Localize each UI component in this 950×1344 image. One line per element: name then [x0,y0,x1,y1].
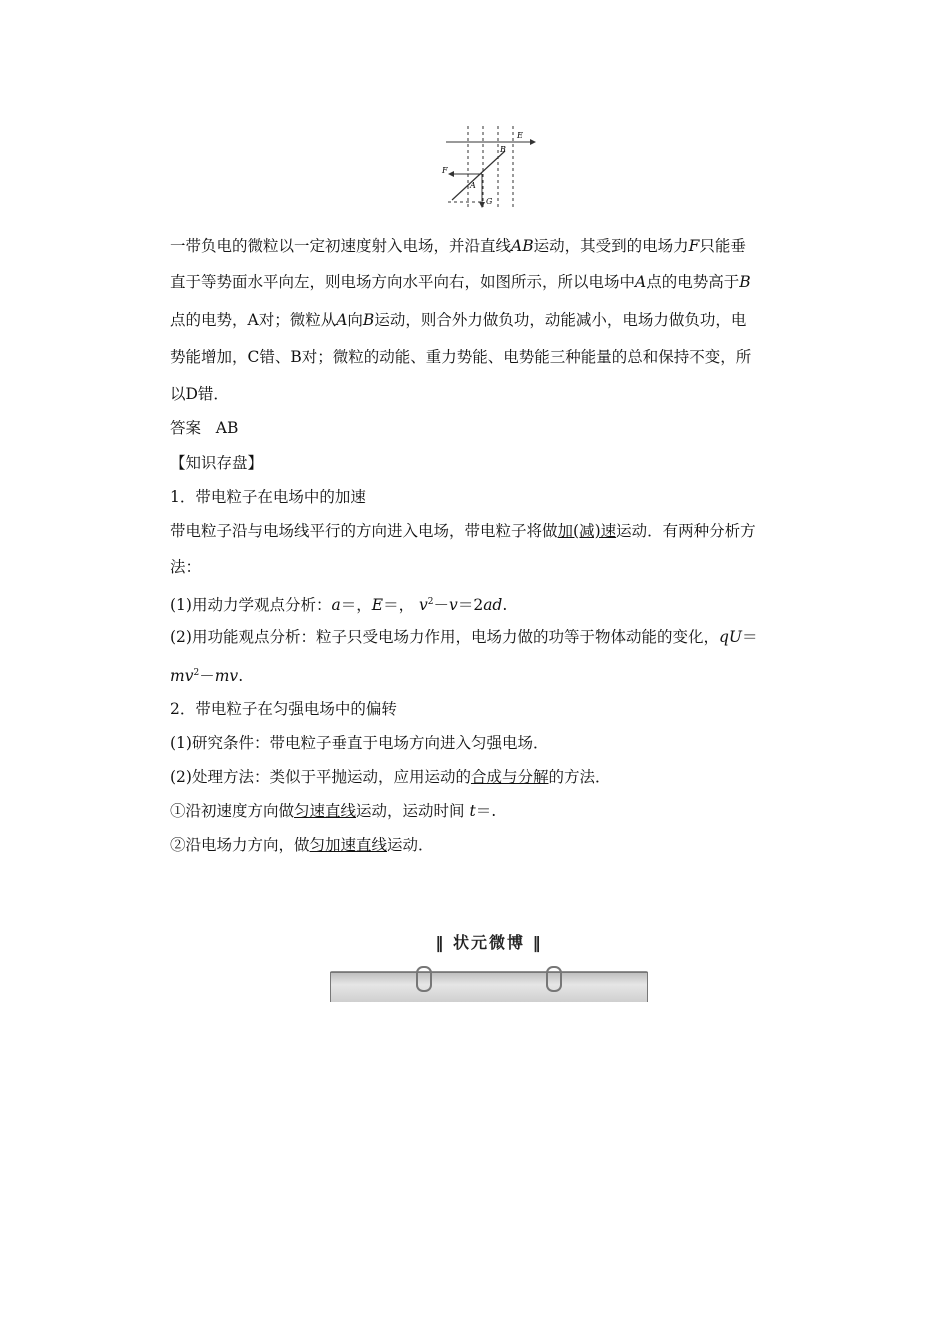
text: a [331,596,341,615]
underlined-answer: 匀加速直线 [309,836,388,854]
answer-line [170,418,820,438]
text: ＝， [383,596,415,615]
text: v [449,596,458,615]
section-2-item-2 [170,767,820,787]
text: 运动． [387,836,434,854]
label-G: G [486,197,493,206]
text: ＝. [475,802,497,820]
explanation-line-5: 以D错． [170,385,229,403]
binder-ring-icon [416,966,432,992]
text: 运动，则合外力做负功，动能减小，电场力做负功，电 [374,311,747,329]
text: qU [718,628,742,646]
text: 运动，其受到的电场力 [533,237,689,255]
text: 向 [347,311,363,329]
text: F [688,237,700,255]
text: B [362,311,375,329]
text: 点的电势高于 [646,273,740,291]
text: 运动，运动时间 [356,802,465,820]
text: A [336,311,348,329]
text: (1)用动力学观点分析： [170,596,332,615]
banner-title: ‖ 状元微博 ‖ [435,933,543,952]
underlined-answer: 匀速直线 [294,802,357,820]
text: t [469,802,476,820]
text: 运动．有两种分析方 [616,522,756,540]
label-B: B [500,145,506,154]
text: ②沿电场力方向，做 [170,836,310,854]
electric-field-figure [440,124,540,214]
text: E [371,596,384,615]
text: AB [511,237,534,255]
answer-label: 答案 [170,419,202,437]
text: ＝ [741,628,758,646]
text: v [419,596,428,615]
section-1-item-2-cont [170,663,820,686]
text: mv [170,667,194,686]
text: 点的电势，A对；微粒从 [170,311,337,329]
zhuangyuan-weibo-banner [330,926,648,1002]
knowledge-header: 【知识存盘】 [170,454,264,472]
section-1-item-1 [170,592,820,615]
explanation-line-3 [170,310,820,330]
text: ＝2 [457,596,484,615]
explanation-line-1 [170,236,820,256]
text: mv [214,667,239,686]
section-1-item-2 [170,627,820,647]
text: － [433,596,450,615]
text: ①沿初速度方向做 [170,802,295,820]
section-1-text [170,521,820,541]
text: ad [483,596,503,615]
label-E: E [517,131,523,140]
text: 的方法． [548,768,611,786]
section-2-circle-2 [170,835,820,855]
explanation-line-4: 势能增加，C错、B对；微粒的动能、重力势能、电势能三种能量的总和保持不变，所 [170,348,752,366]
superscript: 2 [427,597,434,607]
text: B [739,273,751,291]
field-diagram [440,124,540,214]
section-2-title: 2．带电粒子在匀强电场中的偏转 [170,700,397,718]
text: 只能垂 [699,237,746,255]
text: (2)处理方法：类似于平抛运动，应用运动的 [170,768,471,786]
text: 带电粒子沿与电场线平行的方向进入电场，带电粒子将做 [170,522,558,540]
answer-value: AB [215,419,239,437]
underlined-answer: 加(减)速 [557,522,617,540]
banner-bar [330,972,648,1002]
superscript: 2 [193,668,200,678]
binder-ring-icon [546,966,562,992]
text: (2)用功能观点分析：粒子只受电场力作用，电场力做的功等于物体动能的变化， [170,628,719,646]
section-1-text-cont: 法： [170,558,202,576]
text: ＝ [340,596,357,615]
section-2-circle-1 [170,801,820,821]
text: . [502,596,508,615]
text: 一带负电的微粒以一定初速度射入电场，并沿直线 [170,237,512,255]
explanation-line-2 [170,272,820,292]
text: ， [356,596,372,615]
text: . [238,667,244,686]
label-A: A [470,181,476,190]
label-F: F [442,166,448,175]
underlined-answer: 合成与分解 [470,768,549,786]
section-1-title: 1．带电粒子在电场中的加速 [170,488,366,506]
section-2-item-1: (1)研究条件：带电粒子垂直于电场方向进入匀强电场． [170,734,549,752]
text: 直于等势面水平向左，则电场方向水平向右，如图所示，所以电场中 [170,273,636,291]
text: A [635,273,647,291]
text: － [199,667,215,686]
